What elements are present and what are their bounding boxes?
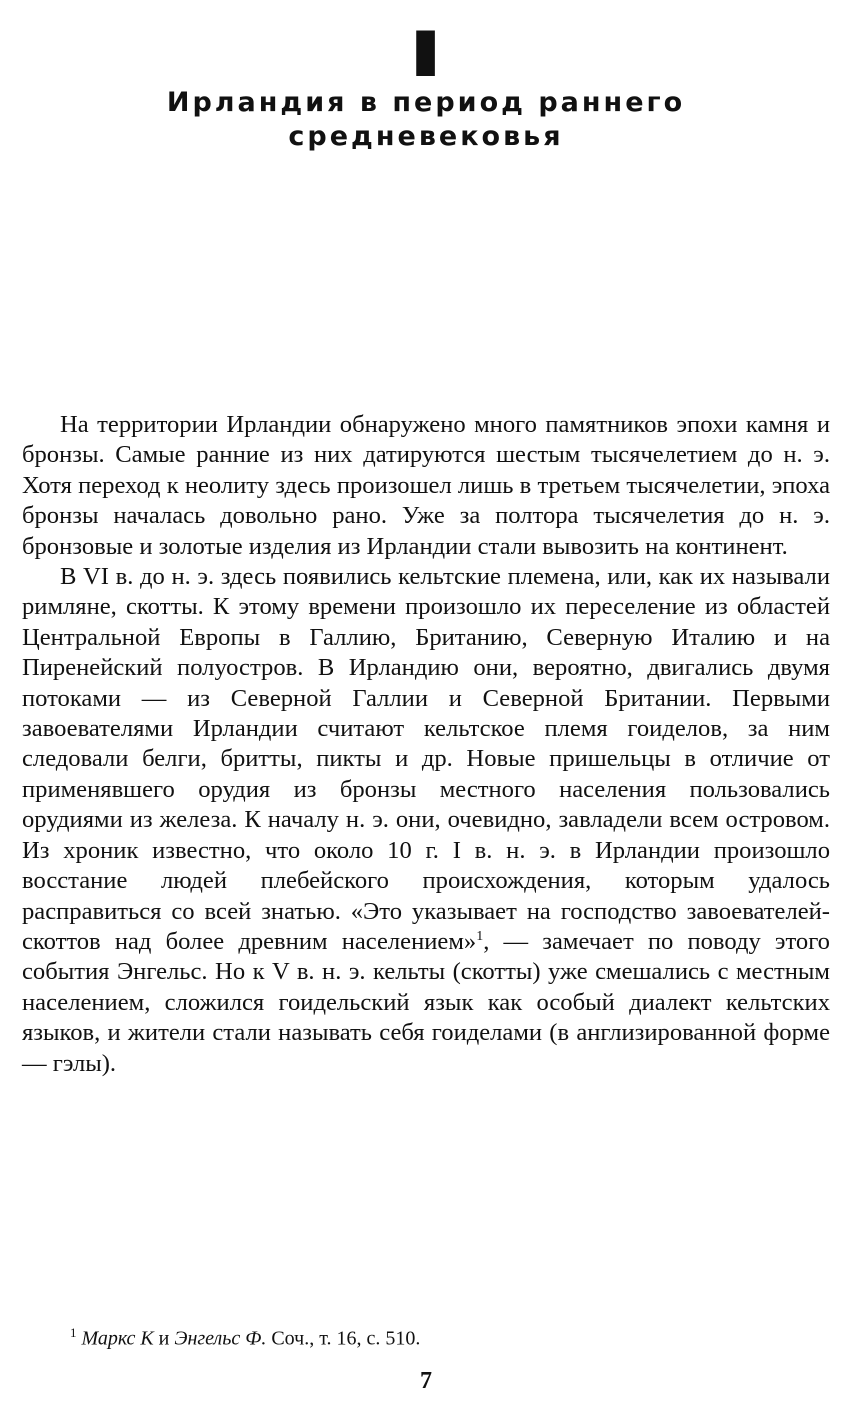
footnote-conjunction: и — [158, 1327, 170, 1350]
footnote-reference: 1 — [476, 928, 484, 944]
paragraph-2: В VI в. до н. э. здесь появились кельтские племена, или, как их называли римляне, скотты. К этому времени произошло их переселение из областей Центральной Европы в Галлию, Британию, Северную Италию и на Пиренейский полуостров. В Ирландию они, вероятно, двигались двумя потоками — из Северной Галлии и Северной Британии. Первыми завоевателями Ирландии считают кельтское племя гоиделов, за ним следовали белги, бритты, пикты и др. Новые пришельцы в отличие от применявшего орудия из бронзы местного населения пользовались орудиями из железа. К началу н. э. они, очевидно, завладели всем островом. Из хроник известно, что около 10 г. I в. н. э. в Ирландии произошло восстание людей плебейского происхождения, которым удалось расправиться со всей знатью. «Это указывает на господство завоевателей-скоттов над более древним населением»$^1$, — замечает по поводу этого события Энгельс. Но к V в. н. э. кельты (скотты) уже смешались с местным населением, сложился гоидельский язык как особый диалект кельтских языков, и жители стали называть себя гоиделами (в англизированной форме — гэлы). — [22, 563, 830, 1077]
chapter-title-line-2: средневековья — [288, 121, 564, 152]
body-text — [22, 410, 830, 1079]
chapter-title — [0, 86, 852, 154]
chapter-number: I — [407, 18, 445, 91]
paragraph-1: На территории Ирландии обнаружено много памятников эпохи камня и бронзы. Самые ранние из них датируются шестым тысячелетием до н. э. Хотя переход к неолиту здесь произошел лишь в третьем тысячелетии, эпоха бронзы началась довольно рано. Уже за полтора тысячелетия до н. э. бронзовые и золотые изделия из Ирландии стали вывозить на континент. — [22, 411, 830, 560]
footnote-author-2: Энгельс Ф. — [174, 1327, 267, 1350]
chapter-title-line-1: Ирландия в период раннего — [166, 87, 686, 118]
page-number: 7 — [420, 1368, 432, 1394]
footnote-source: Соч., т. 16, с. 510. — [271, 1327, 421, 1350]
footnote-author-1: Маркс К — [81, 1327, 154, 1350]
footnote-mark: 1 — [70, 1325, 77, 1340]
footnote — [70, 1320, 830, 1352]
